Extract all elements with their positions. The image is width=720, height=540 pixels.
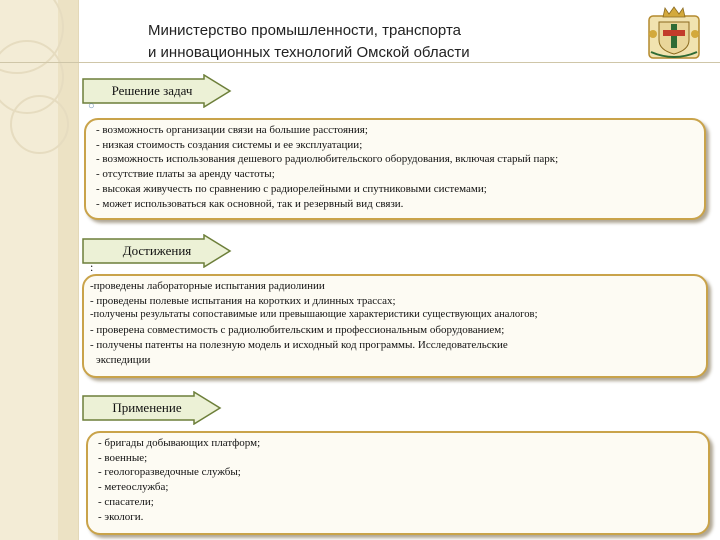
list-item: - получены патенты на полезную модель и исходный код программы. Исследовательские bbox=[90, 338, 508, 351]
section-panel bbox=[84, 118, 706, 220]
page-title bbox=[148, 20, 608, 64]
section-label: Применение bbox=[112, 400, 182, 415]
decorative-circle bbox=[10, 95, 69, 154]
section-panel bbox=[86, 431, 710, 535]
list-item: - спасатели; bbox=[98, 495, 154, 508]
list-item: - проведены полевые испытания на коротких и длинных трассах; bbox=[90, 294, 396, 307]
section-panel bbox=[82, 274, 708, 378]
section-label: Решение задач bbox=[111, 83, 193, 98]
header-divider bbox=[0, 62, 720, 63]
list-item: -проведены лабораторные испытания радиолинии bbox=[90, 280, 325, 292]
list-item: - высокая живучесть по сравнению с радиорелейными и спутниковыми системами; bbox=[96, 182, 487, 195]
list-item: - отсутствие платы за аренду частоты; bbox=[96, 168, 275, 181]
list-item: - метеослужба; bbox=[98, 481, 169, 494]
list-item: - проверена совместимость с радиолюбительским и профессиональным оборудованием; bbox=[90, 324, 505, 337]
section-label-arrow bbox=[82, 74, 232, 108]
list-item: - возможность использования дешевого радиолюбительского оборудования, включая старый парк; bbox=[96, 153, 559, 166]
side-decoration-band bbox=[0, 0, 79, 540]
list-item: экспедиции bbox=[96, 353, 151, 366]
colon-marker: : bbox=[90, 260, 94, 274]
list-item: - возможность организации связи на большие расстояния; bbox=[96, 124, 368, 136]
page-title-line: и инновационных технологий Омской области bbox=[148, 44, 470, 61]
list-item: - низкая стоимость создания системы и ее эксплуатации; bbox=[96, 138, 363, 151]
list-item: - бригады добывающих платформ; bbox=[98, 437, 261, 449]
coat-of-arms-emblem bbox=[645, 4, 703, 62]
section-label-arrow bbox=[82, 234, 232, 268]
section-label-arrow bbox=[82, 391, 222, 425]
section-label: Достижения bbox=[122, 243, 192, 258]
page-title-line: Министерство промышленности, транспорта bbox=[148, 22, 461, 39]
list-item: - экологи. bbox=[98, 510, 144, 523]
list-item: - может использоваться как основной, так и резервный вид связи. bbox=[96, 197, 404, 210]
list-item: - геологоразведочные службы; bbox=[98, 466, 241, 479]
bullet-marker: ○ bbox=[88, 100, 95, 112]
list-item: -получены результаты сопоставимые или превышающие характеристики существующих аналогов; bbox=[90, 309, 538, 321]
list-item: - военные; bbox=[98, 451, 148, 464]
